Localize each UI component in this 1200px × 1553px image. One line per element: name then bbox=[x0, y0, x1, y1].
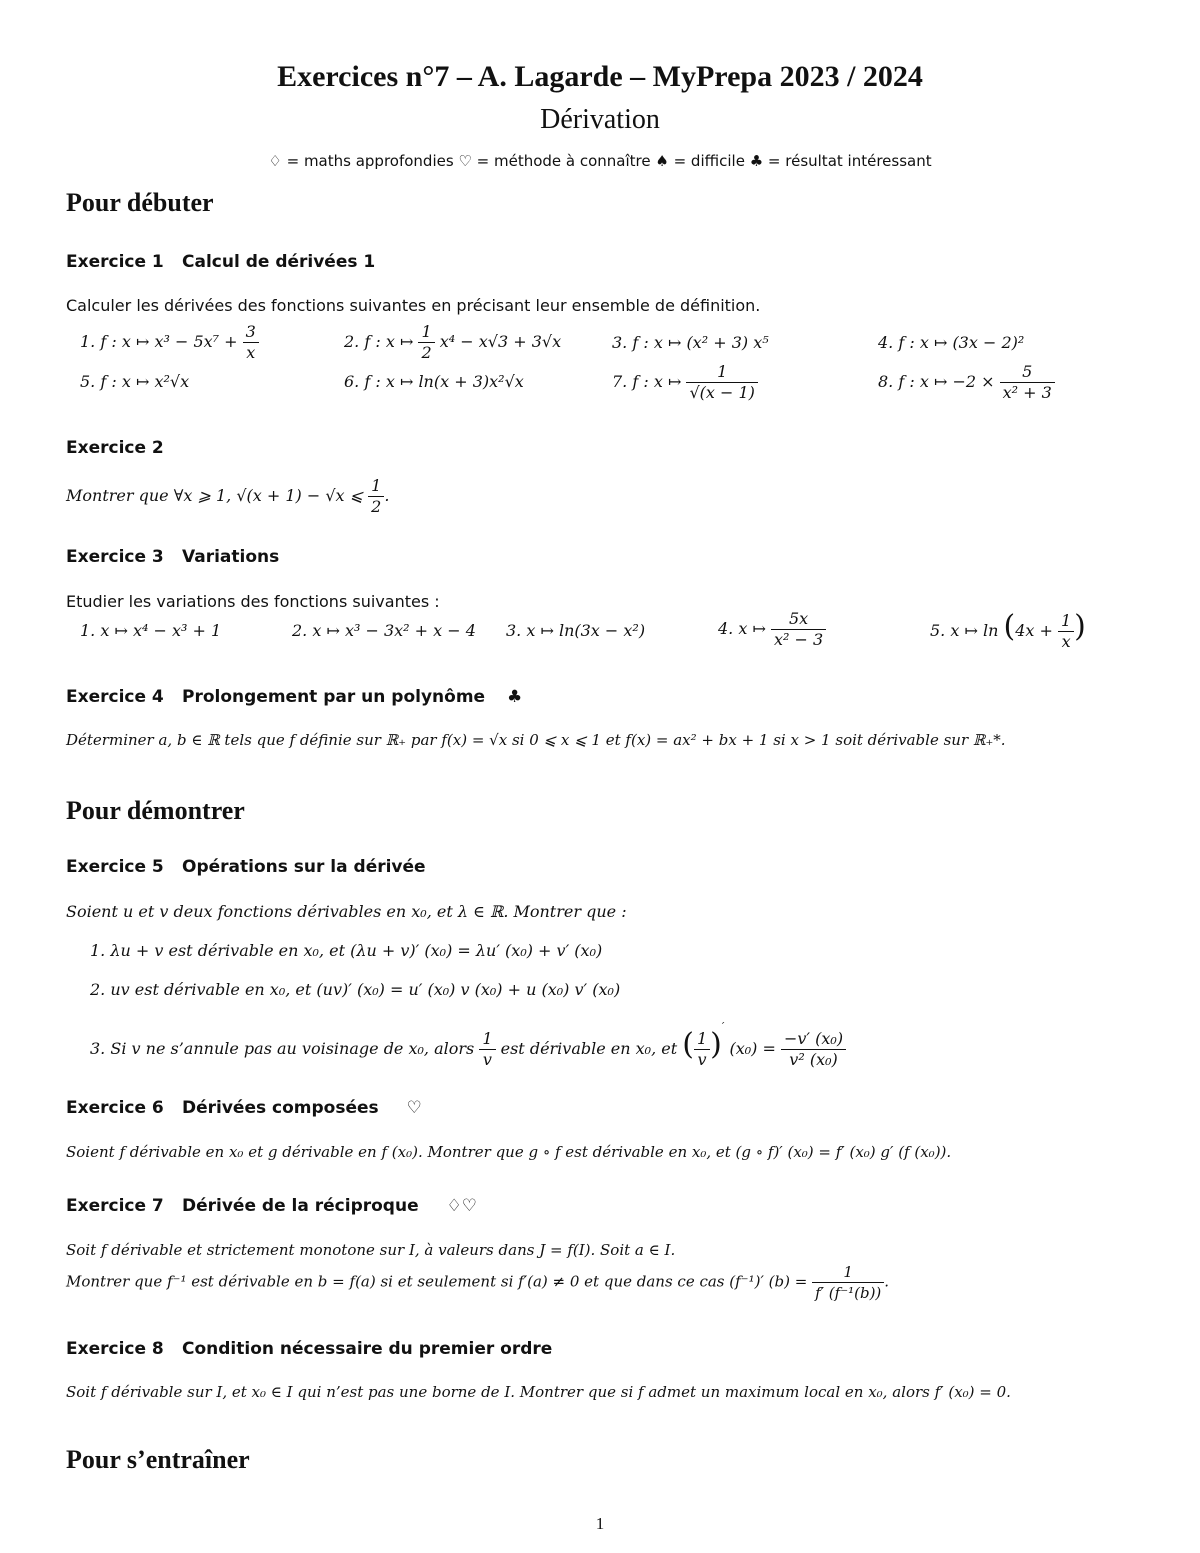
symbol-legend: ♢ = maths approfondies ♡ = méthode à connaître ♠ = difficile ♣ = résultat intéressant bbox=[268, 152, 932, 170]
exercise-7-period: . bbox=[884, 1272, 890, 1291]
exercise-1-item-6: 6. f : x ↦ ln(x + 3)x²√x bbox=[344, 372, 524, 391]
item-3-prefix: 3. Si v ne s’annule pas au voisinage de x₀, alors bbox=[90, 1039, 475, 1058]
item-2-suffix: x⁴ − x√3 + 3√x bbox=[439, 332, 562, 351]
fraction-denominator: x² + 3 bbox=[1000, 382, 1055, 403]
exercise-2-number: Exercice 2 bbox=[66, 438, 164, 458]
exercise-3-item-1: 1. x ↦ x⁴ − x³ + 1 bbox=[80, 621, 222, 640]
fraction-denominator: x² − 3 bbox=[771, 629, 826, 650]
exercise-1-item-5: 5. f : x ↦ x²√x bbox=[80, 372, 190, 391]
exercise-2-heading bbox=[66, 438, 182, 458]
fraction-numerator: 5 bbox=[1022, 362, 1033, 381]
item-1-fraction bbox=[243, 322, 259, 363]
exercise-6-heading bbox=[66, 1098, 422, 1118]
fraction-denominator: √(x − 1) bbox=[686, 382, 757, 403]
exercise-1-intro: Calculer les dérivées des fonctions suivantes en précisant leur ensemble de définition. bbox=[66, 296, 761, 315]
exercise-3-item-3: 3. x ↦ ln(3x − x²) bbox=[506, 621, 646, 640]
exercise-8-statement: Soit f dérivable sur I, et x₀ ∈ I qui n’est pas une borne de I. Montrer que si f admet un maximum local en x₀, alors f′ (x₀) = 0. bbox=[66, 1383, 1011, 1401]
exercise-7-line-1: Soit f dérivable et strictement monotone sur I, à valeurs dans J = f(I). Soit a ∈ I. bbox=[66, 1241, 676, 1259]
fraction-numerator: 1 bbox=[1060, 611, 1072, 630]
exercise-3-heading bbox=[66, 547, 279, 567]
item-1-expression: 1. f : x ↦ x³ − 5x⁷ + bbox=[80, 332, 238, 351]
exercise-5-heading bbox=[66, 857, 426, 877]
exercise-2-fraction bbox=[368, 476, 384, 517]
exercise-1-item-3: 3. f : x ↦ (x² + 3) x⁵ bbox=[612, 333, 769, 352]
exercise-5-number: Exercice 5 bbox=[66, 857, 164, 877]
fraction-numerator: 3 bbox=[245, 322, 256, 341]
left-paren: ( bbox=[1003, 609, 1016, 644]
document-subtitle: Dérivation bbox=[540, 104, 660, 135]
exercise-8-heading bbox=[66, 1339, 552, 1359]
fraction-denominator: 2 bbox=[418, 342, 434, 363]
fraction-denominator: v bbox=[479, 1049, 495, 1070]
exercise-5-item-2: 2. uv est dérivable en x₀, et (uv)′ (x₀) = u′ (x₀) v (x₀) + u (x₀) v′ (x₀) bbox=[90, 980, 621, 999]
fraction-numerator: 1 bbox=[371, 476, 382, 495]
item-4-prefix: 4. x ↦ bbox=[718, 619, 766, 638]
exercise-7-line-2 bbox=[66, 1262, 889, 1303]
fraction-denominator: x bbox=[243, 342, 259, 363]
fraction-numerator: −v′ (x₀) bbox=[783, 1029, 844, 1048]
exercise-7-number: Exercice 7 bbox=[66, 1196, 164, 1216]
exercise-7-heading bbox=[66, 1196, 477, 1216]
exercise-2-period: . bbox=[384, 486, 390, 505]
exercise-8-title: Condition nécessaire du premier ordre bbox=[182, 1339, 553, 1359]
document-title: Exercices n°7 – A. Lagarde – MyPrepa 2023 / 2024 bbox=[277, 60, 923, 93]
fraction-denominator: 2 bbox=[368, 496, 384, 517]
exercise-5-item-3: 3. Si v ne s’annule pas au voisinage de x₀, alors $\frac{1}{v}$ est dérivable en x₀, et ( $\frac{1}{v}$ )′ (x₀) = $\frac{\text{−v′ (x₀)}}{\text{v² (x₀)}}$ bbox=[90, 1020, 846, 1070]
exercise-7-line-2-text: Montrer que f⁻¹ est dérivable en b = f(a) si et seulement si f′(a) ≠ 0 et que dans ce cas (f⁻¹)′ (b) = bbox=[66, 1272, 808, 1291]
fraction-numerator: 5x bbox=[788, 609, 809, 628]
section-heading-pour-debuter: Pour débuter bbox=[66, 188, 214, 217]
exercise-3-title: Variations bbox=[182, 547, 280, 567]
item-8-prefix: 8. f : x ↦ −2 × bbox=[878, 372, 995, 391]
exercise-4-heading bbox=[66, 687, 522, 707]
fraction-numerator: 1 bbox=[717, 362, 728, 381]
item-2-prefix: 2. f : x ↦ bbox=[344, 332, 414, 351]
exercise-6-statement: Soient f dérivable en x₀ et g dérivable en f (x₀). Montrer que g ∘ f est dérivable en x₀, et (g ∘ f)′ (x₀) = f′ (x₀) g′ (f (x₀)). bbox=[66, 1143, 952, 1161]
exercise-4-title: Prolongement par un polynôme bbox=[182, 687, 486, 707]
exercise-1-item-2 bbox=[344, 322, 561, 363]
item-2-fraction bbox=[418, 322, 434, 363]
item-3-fraction-3 bbox=[781, 1029, 846, 1070]
exercise-5-intro: Soient u et v deux fonctions dérivables en x₀, et λ ∈ ℝ. Montrer que : bbox=[66, 902, 627, 921]
item-3-fraction-1 bbox=[479, 1029, 495, 1070]
heart-icon: ♡ bbox=[406, 1098, 422, 1118]
exercise-8-number: Exercice 8 bbox=[66, 1339, 164, 1359]
right-paren: ) bbox=[710, 1027, 722, 1062]
item-3-equals: (x₀) = bbox=[729, 1039, 776, 1058]
item-5-prefix: 5. x ↦ ln bbox=[930, 621, 999, 640]
exercise-3-intro: Etudier les variations des fonctions suivantes : bbox=[66, 592, 440, 611]
fraction-numerator: 1 bbox=[421, 322, 432, 341]
fraction-denominator: x bbox=[1058, 631, 1074, 652]
exercise-4-number: Exercice 4 bbox=[66, 687, 164, 707]
fraction-denominator: v² (x₀) bbox=[781, 1049, 846, 1070]
fraction-numerator: 1 bbox=[482, 1029, 493, 1048]
exercise-3-item-2: 2. x ↦ x³ − 3x² + x − 4 bbox=[292, 621, 476, 640]
club-icon: ♣ bbox=[507, 687, 523, 707]
exercise-1-item-7 bbox=[612, 362, 758, 403]
exercise-2-statement bbox=[66, 476, 389, 517]
item-7-fraction bbox=[686, 362, 757, 403]
exercise-6-title: Dérivées composées bbox=[182, 1098, 379, 1118]
exercise-1-item-8 bbox=[878, 362, 1055, 403]
item-3-middle: est dérivable en x₀, et bbox=[500, 1039, 678, 1058]
item-5-fraction bbox=[1058, 611, 1074, 652]
exercise-6-number: Exercice 6 bbox=[66, 1098, 164, 1118]
exercise-1-number: Exercice 1 bbox=[66, 252, 164, 272]
page-number: 1 bbox=[595, 1514, 605, 1533]
fraction-numerator: 1 bbox=[696, 1029, 708, 1048]
exercise-1-heading bbox=[66, 252, 375, 272]
exercise-3-number: Exercice 3 bbox=[66, 547, 164, 567]
exercise-3-item-4 bbox=[718, 609, 826, 650]
section-heading-pour-s-entrainer: Pour s’entraîner bbox=[66, 1445, 250, 1474]
exercise-2-text: Montrer que ∀x ⩾ 1, √(x + 1) − √x ⩽ bbox=[66, 486, 364, 505]
exercise-7-title: Dérivée de la réciproque bbox=[182, 1196, 419, 1216]
item-8-fraction bbox=[1000, 362, 1055, 403]
exercise-1-title: Calcul de dérivées 1 bbox=[182, 252, 376, 272]
section-heading-pour-demontrer: Pour démontrer bbox=[66, 796, 245, 825]
item-7-prefix: 7. f : x ↦ bbox=[612, 372, 682, 391]
fraction-denominator: v bbox=[694, 1049, 710, 1070]
exercise-3-item-5 bbox=[930, 609, 1086, 652]
fraction-denominator: f′ (f⁻¹(b)) bbox=[812, 1282, 884, 1303]
exercise-1-item-4: 4. f : x ↦ (3x − 2)² bbox=[878, 333, 1025, 352]
left-paren: ( bbox=[682, 1027, 694, 1062]
exercise-1-item-1 bbox=[80, 322, 259, 363]
diamond-heart-icon: ♢♡ bbox=[446, 1196, 478, 1216]
item-3-fraction-2 bbox=[694, 1029, 710, 1070]
exercise-5-title: Opérations sur la dérivée bbox=[182, 857, 426, 877]
exercise-7-fraction bbox=[812, 1262, 884, 1303]
item-4-fraction bbox=[771, 609, 826, 650]
fraction-numerator: 1 bbox=[843, 1263, 853, 1281]
right-paren: ) bbox=[1074, 609, 1086, 644]
item-5-inner: 4x + bbox=[1015, 621, 1053, 640]
exercise-5-item-1: 1. λu + v est dérivable en x₀, et (λu + v)′ (x₀) = λu′ (x₀) + v′ (x₀) bbox=[90, 941, 603, 960]
exercise-4-statement: Déterminer a, b ∈ ℝ tels que f définie sur ℝ₊ par f(x) = √x si 0 ⩽ x ⩽ 1 et f(x) = ax² + bx + 1 si x > 1 soit dérivable sur ℝ₊*. bbox=[66, 731, 1006, 749]
